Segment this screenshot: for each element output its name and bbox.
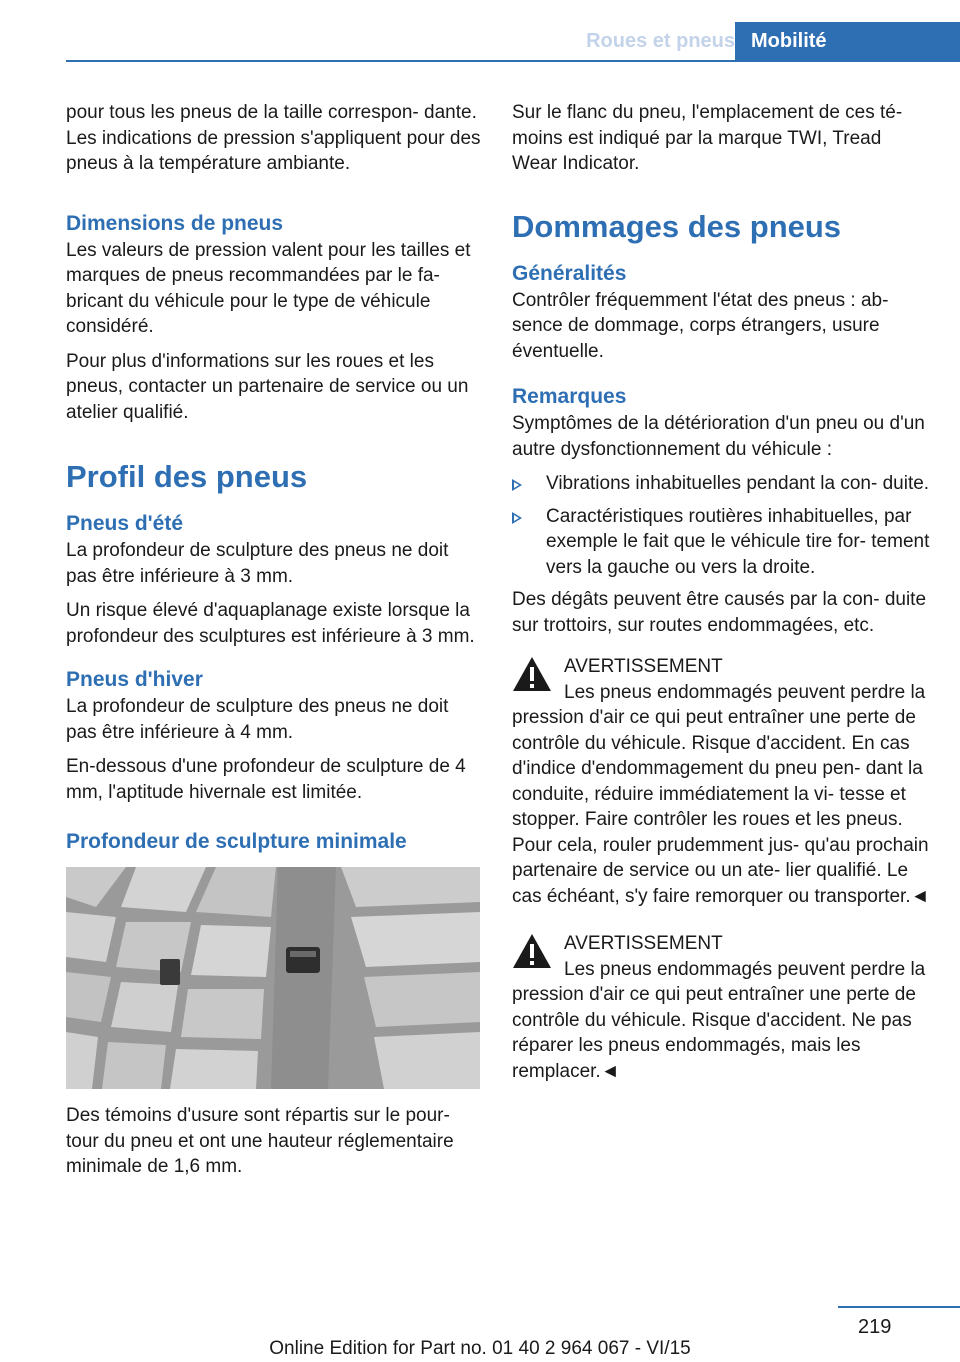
warning-text: Les pneus endommagés peuvent perdre la pression d'air ce qui peut entraîner une perte de contrôle du véhicule. Risque d'accident. En cas d'indice d'endommagement du pneu pen- dant la conduite, réduire immédiatement la vi- tesse et stopper. Faire contrôler les roues et les pneus. Pour cela, rouler prudemment jus- qu'au prochain partenaire de service ou un ate- lier qualifié. Le cas échéant, s'y faire remorquer ou transporter.◄	[512, 681, 930, 907]
warning-title: AVERTISSEMENT	[564, 933, 723, 954]
warning-triangle-icon	[512, 656, 552, 692]
dommages-heading: Dommages des pneus	[512, 208, 842, 244]
warning-triangle-icon	[512, 933, 552, 969]
hiver-paragraph-2: En-dessous d'une profondeur de sculpture de 4 mm, l'aptitude hivernale est limitée.	[66, 756, 466, 803]
ete-heading: Pneus d'été	[66, 512, 184, 535]
remarques-heading: Remarques	[512, 385, 627, 408]
list-item-text: Vibrations inhabituelles pendant la con- duite.	[546, 473, 930, 494]
page-number: 219	[858, 1316, 892, 1338]
temoins-paragraph: Des témoins d'usure sont répartis sur le pour- tour du pneu et ont une hauteur réglementaire minimale de 1,6 mm.	[66, 1105, 454, 1177]
page-number-rule	[838, 1306, 960, 1308]
header-section-title: Roues et pneus	[586, 30, 735, 52]
dimensions-paragraph-1: Les valeurs de pression valent pour les tailles et marques de pneus recommandées par le fa- bricant du véhicule pour le type de véhicule considéré.	[66, 239, 471, 337]
edition-footer: Online Edition for Part no. 01 40 2 964 067 - VI/15	[269, 1338, 691, 1359]
bullet-triangle-icon	[512, 479, 522, 491]
list-item-text: Caractéristiques routières inhabituelles, par exemple le fait que le véhicule tire for- tement vers la gauche ou vers la droite.	[546, 505, 930, 578]
warning-text: Les pneus endommagés peuvent perdre la pression d'air ce qui peut entraîner une perte de contrôle du véhicule. Risque d'accident. Ne pas réparer les pneus endommagés, mais les remplacer.◄	[512, 958, 926, 1082]
list-item	[512, 471, 930, 497]
remarques-paragraph: Symptômes de la détérioration d'un pneu ou d'un autre dysfonctionnement du véhicule :	[512, 413, 925, 460]
bullet-triangle-icon	[512, 512, 522, 524]
generalites-heading: Généralités	[512, 261, 627, 285]
twi-paragraph: Sur le flanc du pneu, l'emplacement de ces té- moins est indiqué par la marque TWI, Tread Wear Indicator.	[512, 102, 903, 174]
dimensions-heading: Dimensions de pneus	[66, 211, 284, 235]
intro-paragraph: pour tous les pneus de la taille correspon- dante. Les indications de pression s'appliquent pour des pneus à la température ambiante.	[66, 102, 481, 174]
ete-paragraph-1: La profondeur de sculpture des pneus ne doit pas être inférieure à 3 mm.	[66, 540, 449, 587]
dimensions-paragraph-2: Pour plus d'informations sur les roues et les pneus, contacter un partenaire de service ou un atelier qualifié.	[66, 350, 469, 423]
left-column	[66, 100, 484, 1189]
header-rule	[66, 60, 960, 62]
degats-paragraph: Des dégâts peuvent être causés par la con- duite sur trottoirs, sur routes endommagées, etc.	[512, 589, 927, 636]
warning-block-2	[512, 931, 930, 1084]
tire-tread-figure	[66, 867, 480, 1089]
symptoms-list	[512, 471, 930, 580]
header-chapter-tab: Mobilité	[735, 22, 960, 62]
minimale-heading: Profondeur de sculpture minimale	[66, 830, 407, 853]
page-header	[66, 22, 960, 62]
hiver-paragraph-1: La profondeur de sculpture des pneus ne doit pas être inférieure à 4 mm.	[66, 696, 449, 743]
warning-title: AVERTISSEMENT	[564, 656, 723, 677]
right-column	[512, 100, 930, 1096]
profil-heading: Profil des pneus	[66, 459, 308, 494]
warning-block-1	[512, 654, 930, 909]
list-item	[512, 504, 930, 581]
generalites-paragraph: Contrôler fréquemment l'état des pneus : ab- sence de dommage, corps étrangers, usure éventuelle.	[512, 289, 889, 362]
hiver-heading: Pneus d'hiver	[66, 668, 203, 691]
ete-paragraph-2: Un risque élevé d'aquaplanage existe lorsque la profondeur des sculptures est inférieure à 3 mm.	[66, 600, 475, 647]
